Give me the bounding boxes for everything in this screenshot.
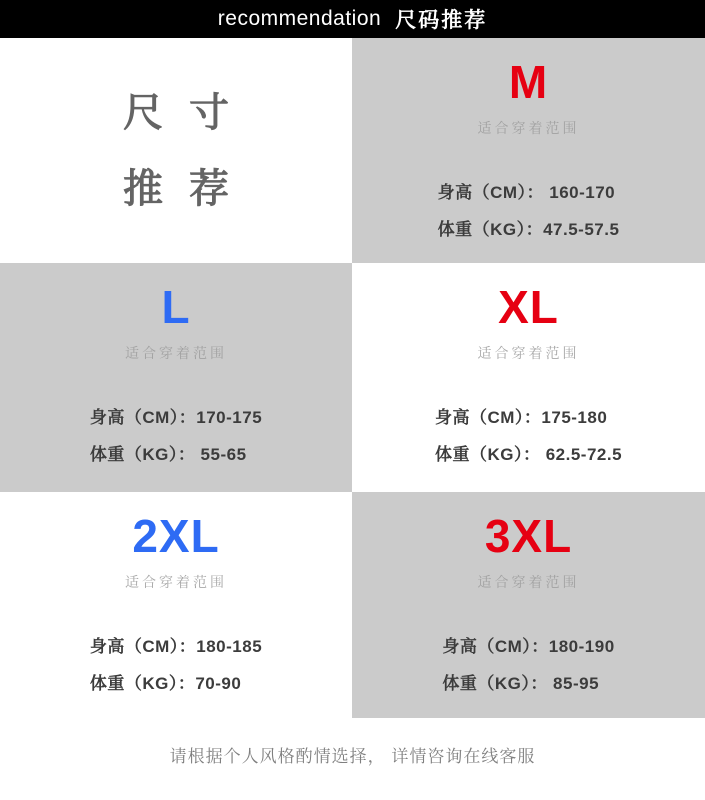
intro-line-1: 尺寸 bbox=[123, 90, 255, 135]
weight-range-l: 体重（KG）： 55-65 bbox=[89, 445, 247, 465]
range-label: 适合穿着范围 bbox=[477, 574, 580, 591]
size-chart-grid bbox=[0, 38, 705, 718]
weight-range-3xl: 体重（KG）： 85-95 bbox=[442, 674, 600, 694]
height-range-l: 身高（CM）：170-175 bbox=[89, 408, 263, 428]
intro-line-2: 推荐 bbox=[123, 166, 255, 211]
measurements-xl bbox=[435, 399, 622, 473]
weight-range-2xl: 体重（KG）：70-90 bbox=[89, 674, 242, 694]
title-bar bbox=[0, 0, 705, 38]
size-cell-xl bbox=[352, 263, 705, 492]
size-name-m: M bbox=[508, 56, 549, 108]
range-label: 适合穿着范围 bbox=[477, 120, 580, 137]
height-range-xl: 身高（CM）：175-180 bbox=[434, 408, 608, 428]
height-range-3xl: 身高（CM）：180-190 bbox=[442, 637, 615, 657]
title-chinese: 尺码推荐 bbox=[395, 9, 488, 32]
size-cell-3xl bbox=[352, 492, 705, 718]
measurements-3xl bbox=[442, 628, 614, 702]
height-range-2xl: 身高（CM）：180-185 bbox=[89, 637, 263, 657]
footer-note: 请根据个人风格酌情选择， 详情咨询在线客服 bbox=[169, 747, 536, 766]
weight-range-m: 体重（KG）：47.5-57.5 bbox=[437, 220, 620, 240]
size-cell-m bbox=[352, 38, 705, 263]
measurements-2xl bbox=[90, 628, 262, 702]
size-name-l: L bbox=[161, 281, 191, 333]
title-english: recommendation bbox=[217, 7, 382, 30]
size-name-3xl: 3XL bbox=[484, 510, 573, 562]
size-cell-l bbox=[0, 263, 352, 492]
size-name-xl: XL bbox=[498, 281, 559, 333]
measurements-m bbox=[438, 174, 620, 248]
range-label: 适合穿着范围 bbox=[477, 345, 580, 362]
intro-cell bbox=[0, 38, 352, 263]
size-cell-2xl bbox=[0, 492, 352, 718]
range-label: 适合穿着范围 bbox=[125, 574, 227, 591]
range-label: 适合穿着范围 bbox=[125, 345, 227, 362]
weight-range-xl: 体重（KG）： 62.5-72.5 bbox=[434, 445, 623, 465]
footer bbox=[0, 718, 705, 800]
size-name-2xl: 2XL bbox=[132, 510, 220, 562]
measurements-l bbox=[90, 399, 262, 473]
height-range-m: 身高（CM）： 160-170 bbox=[437, 183, 616, 203]
